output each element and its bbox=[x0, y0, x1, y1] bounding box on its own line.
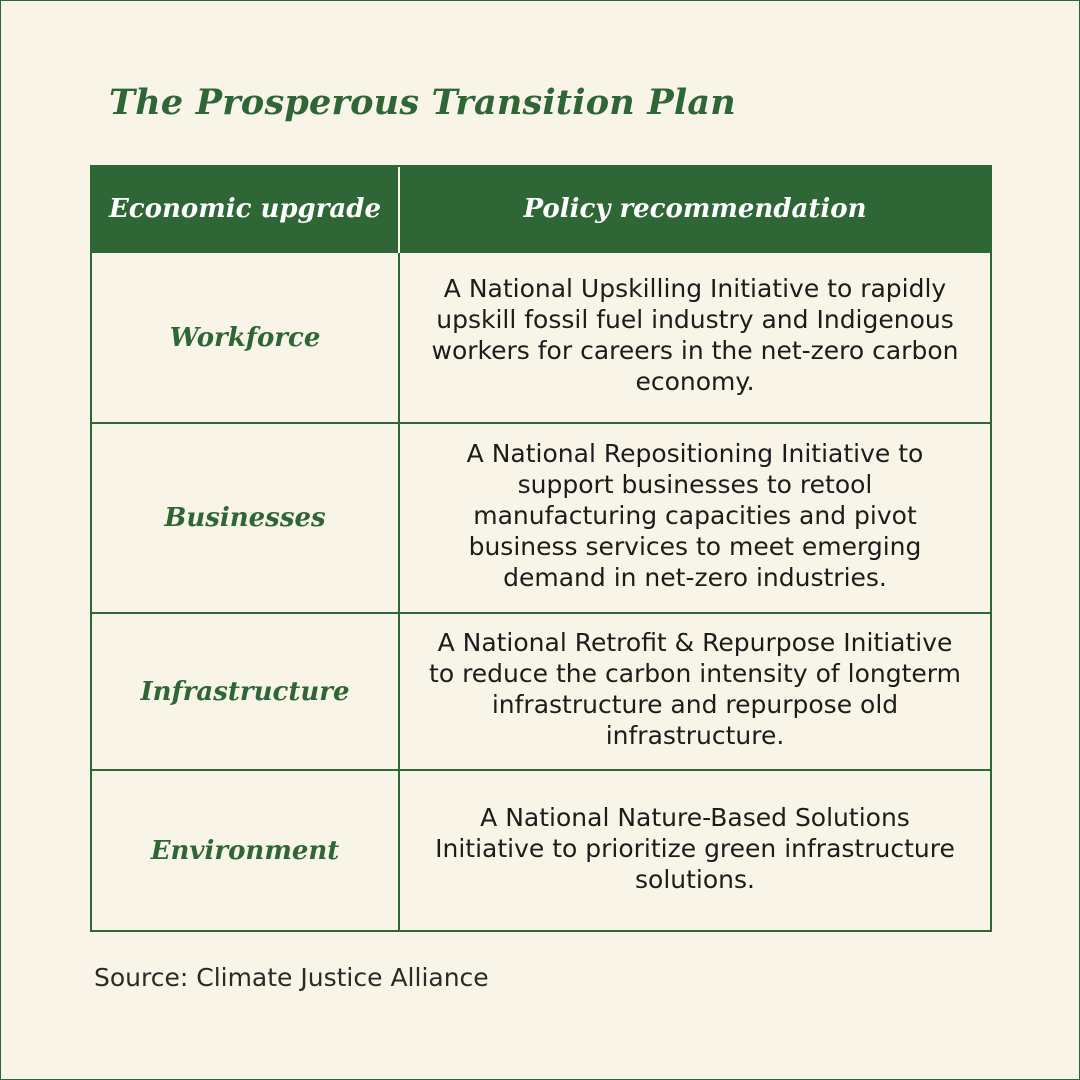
source-note: Source: Climate Justice Alliance bbox=[94, 963, 489, 992]
policy-cell-workforce bbox=[399, 252, 990, 423]
header-policy-recommendation: Policy recommendation bbox=[399, 167, 990, 252]
upgrade-cell-workforce: Workforce bbox=[92, 252, 399, 423]
transition-plan-table bbox=[92, 167, 990, 931]
table-row bbox=[92, 613, 990, 770]
policy-cell-environment bbox=[399, 770, 990, 931]
policy-cell-businesses bbox=[399, 423, 990, 613]
policy-text: A National Nature-Based Solutions Initiative to prioritize green infrastructure solutions. bbox=[435, 802, 955, 894]
table-row bbox=[92, 423, 990, 613]
header-economic-upgrade: Economic upgrade bbox=[92, 167, 399, 252]
policy-text: A National Retrofit & Repurpose Initiative to reduce the carbon intensity of longterm infrastructure and repurpose old infrastructure. bbox=[429, 627, 961, 750]
table-row bbox=[92, 770, 990, 931]
transition-plan-table-frame bbox=[90, 165, 992, 932]
policy-cell-infrastructure bbox=[399, 613, 990, 770]
page-title: The Prosperous Transition Plan bbox=[109, 82, 736, 123]
policy-text: A National Upskilling Initiative to rapidly upskill fossil fuel industry and Indigenous workers for careers in the net-zero carbon economy. bbox=[431, 273, 959, 396]
policy-text: A National Repositioning Initiative to support businesses to retool manufacturing capacities and pivot business services to meet emerging demand in net-zero industries. bbox=[466, 438, 924, 592]
upgrade-cell-businesses: Businesses bbox=[92, 423, 399, 613]
table-header-row bbox=[92, 167, 990, 252]
upgrade-cell-infrastructure: Infrastructure bbox=[92, 613, 399, 770]
upgrade-cell-environment: Environment bbox=[92, 770, 399, 931]
table-row bbox=[92, 252, 990, 423]
